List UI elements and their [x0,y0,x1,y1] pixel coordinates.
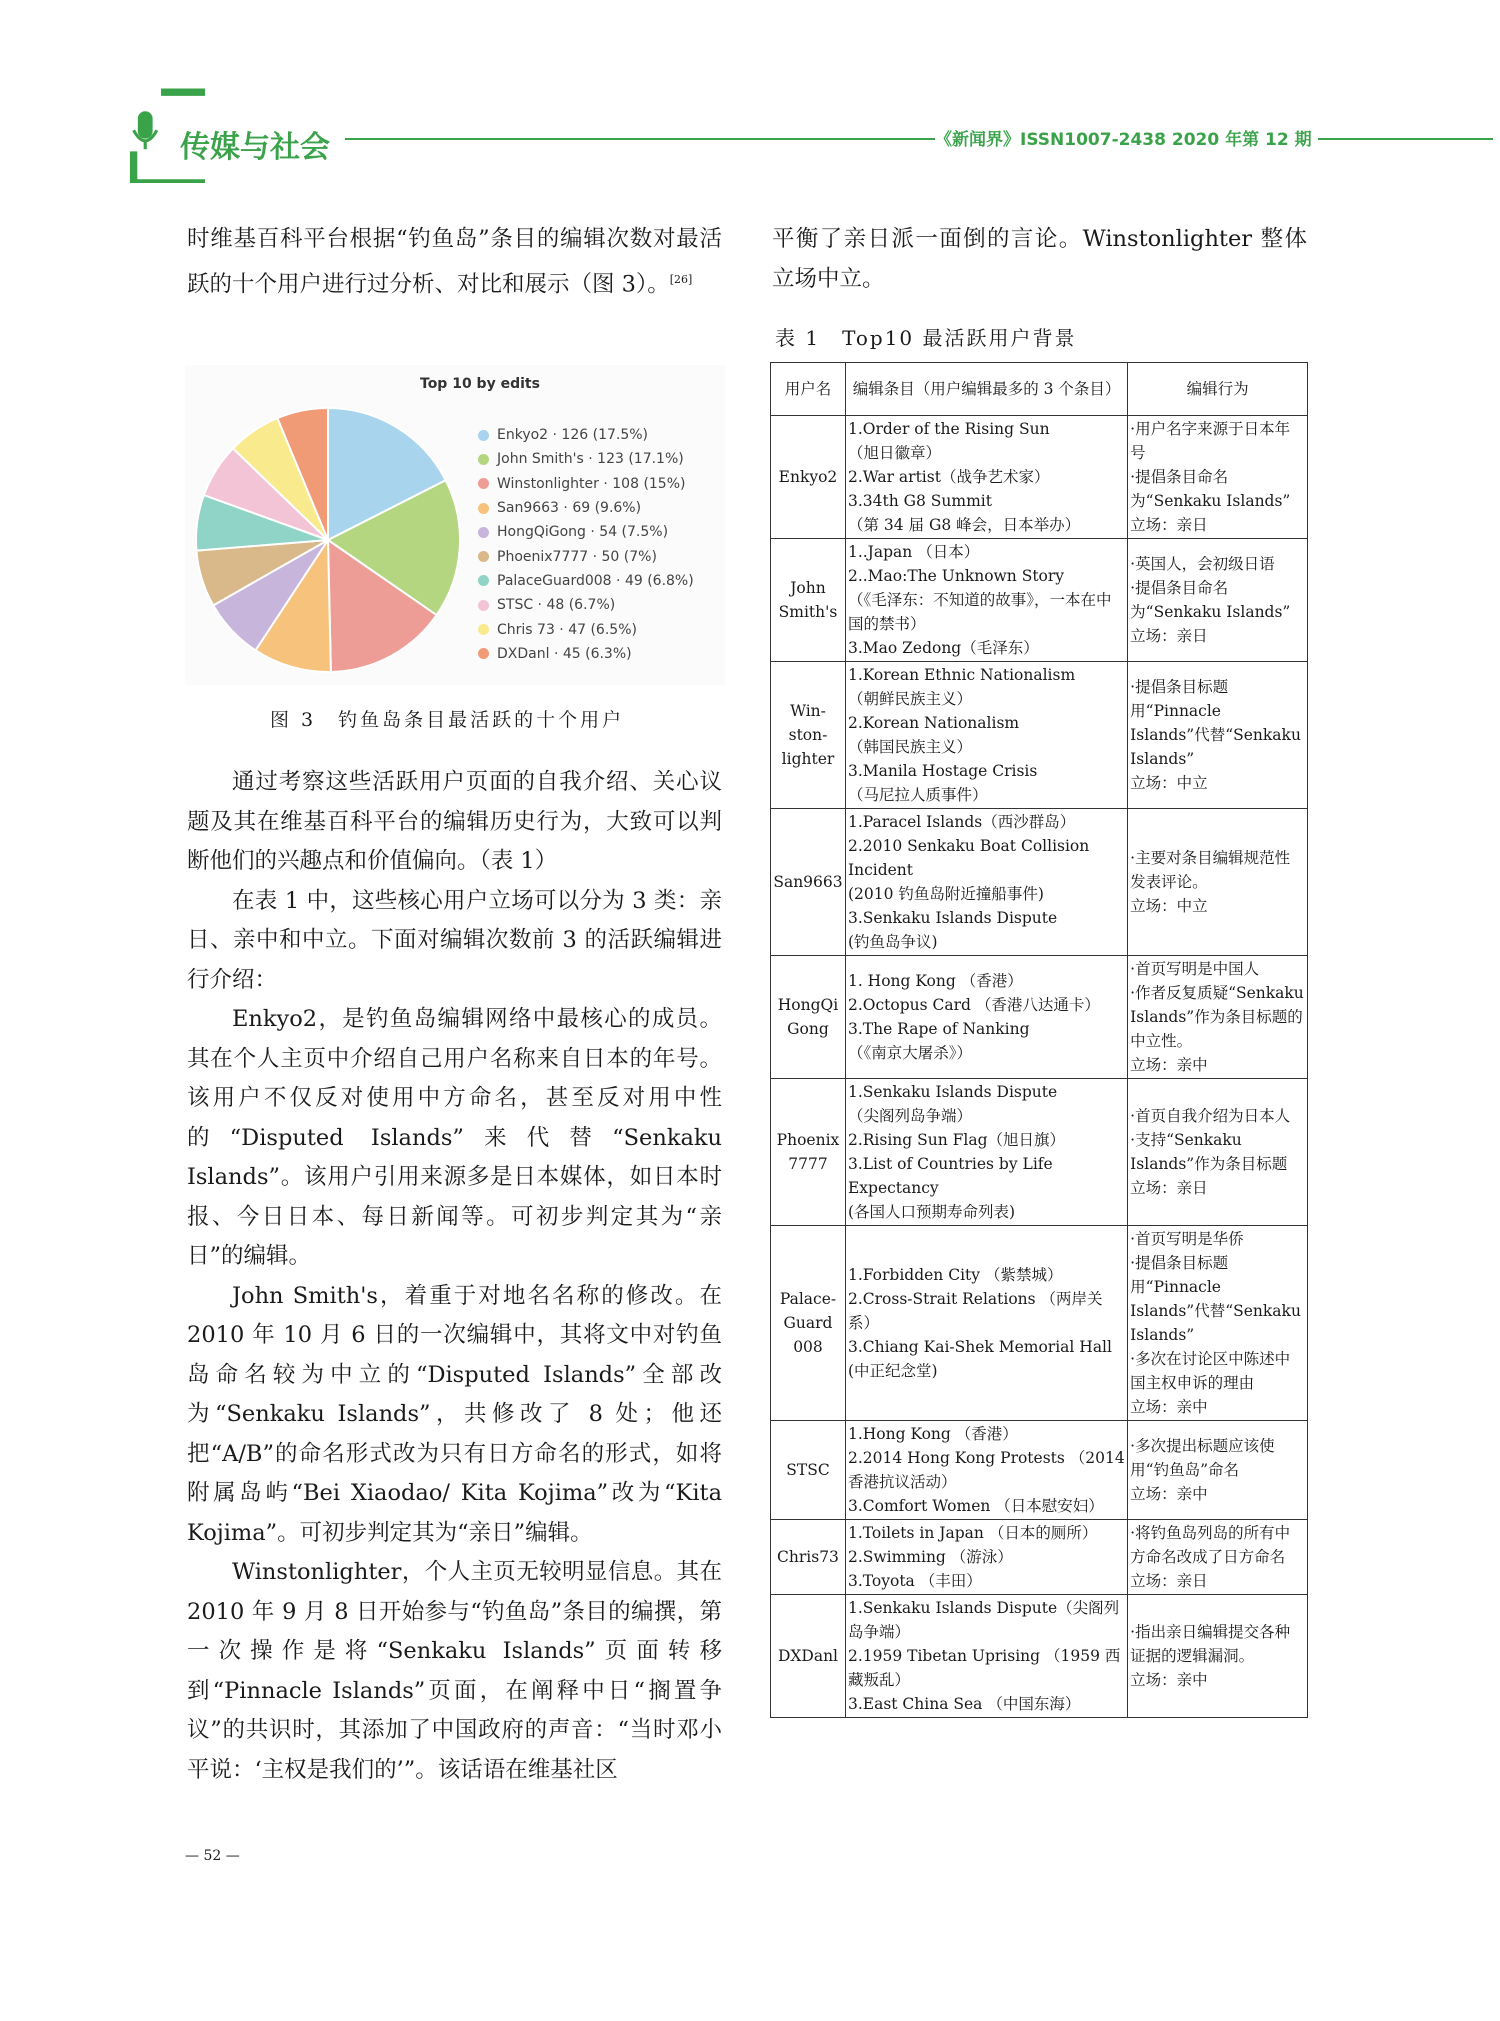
cell-behavior [1128,956,1308,1079]
column-title: 传媒与社会 [180,130,330,165]
legend-item [478,496,694,520]
header-rule-right [1318,138,1493,140]
item-line: 3.East China Sea （中国东海） [847,1695,1081,1713]
legend-label: STSC · 48 (6.7%) [497,597,616,614]
table-row [771,1079,1308,1226]
legend-label: Winstonlighter · 108 (15%) [497,475,686,492]
behavior-line: ·提倡条目命名为“Senkaku Islands” [1130,579,1291,621]
cell-user: San9663 [771,809,846,956]
legend-dot-icon [478,648,489,659]
table-caption: 表 1 Top10 最活跃用户背景 [775,326,1077,350]
item-line: 3.Chiang Kai-Shek Memorial Hall [847,1338,1112,1356]
paragraph: 平衡了亲日派一面倒的言论。Winstonlighter 整体立场中立。 [772,226,1307,292]
cell-user: DXDanl [771,1595,846,1718]
paragraph: John Smith's，着重于对地名名称的修改。在 2010 年 10 月 6 日的一次编辑中，其将文中对钓鱼岛命名较为中立的“Disputed Islands”全部改为“Senkaku Islands”，共修改了 8 处；他还把“A/B”的命名形式改为只有日方命名的形式，如将附属岛屿“Bei Xiaodao/ Kita Kojima”改为“Kita Kojima”。可初步判定其为“亲日”编辑。 [187,1282,722,1546]
paragraph: Winstonlighter，个人主页无较明显信息。其在 2010 年 9 月 8 日开始参与“钓鱼岛”条目的编撰，第一次操作是将“Senkaku Islands”页面转移到“Pinnacle Islands”页面，在阐释中日“搁置争议”的共识时，其添加了中国政府的声音：“当时邓小平说：‘主权是我们的’”。该话语在维基社区 [187,1559,722,1783]
behavior-line: ·指出亲日编辑提交各种证据的逻辑漏洞。 [1130,1623,1291,1665]
legend-label: DXDanl · 45 (6.3%) [497,645,632,662]
behavior-line: 立场：亲中 [1130,1056,1208,1074]
cell-behavior [1128,1520,1308,1595]
behavior-line: 立场：亲日 [1130,516,1208,534]
item-line: 3.The Rape of Nanking [847,1020,1030,1038]
item-line: (中正纪念堂) [847,1362,938,1380]
behavior-line: 立场：亲中 [1130,1671,1208,1689]
item-line: 3.Comfort Women （日本慰安妇） [847,1497,1104,1515]
table-row [771,1421,1308,1520]
item-line: （韩国民族主义） [847,738,972,756]
item-line: 1.Forbidden City （紫禁城） [847,1266,1063,1284]
behavior-line: ·首页写明是华侨 [1130,1230,1244,1248]
behavior-line: ·主要对条目编辑规范性发表评论。 [1130,849,1291,891]
chart-legend [478,423,694,666]
item-line: 1.Hong Kong （香港） [847,1425,1018,1443]
cell-items [845,1421,1127,1520]
behavior-line: ·首页写明是中国人 [1130,960,1260,978]
item-line: (各国人口预期寿命列表) [847,1203,1016,1221]
cell-behavior [1128,1226,1308,1421]
item-line: （《南京大屠杀》） [847,1044,972,1062]
item-line: 1..Japan （日本） [847,543,980,561]
legend-label: John Smith's · 123 (17.1%) [497,451,684,468]
behavior-line: 立场：中立 [1130,897,1208,915]
item-line: 3.Manila Hostage Crisis [847,762,1038,780]
behavior-line: 立场：亲中 [1130,1485,1208,1503]
item-line: (钓鱼岛争议) [847,933,938,951]
reference-mark: [26] [669,272,693,286]
legend-item [478,593,694,617]
paragraph: 在表 1 中，这些核心用户立场可以分为 3 类：亲日、亲中和中立。下面对编辑次数前 3 的活跃编辑进行介绍： [187,887,722,993]
behavior-line: 立场：亲日 [1130,1179,1208,1197]
behavior-line: 立场：亲中 [1130,1398,1208,1416]
header-behavior: 编辑行为 [1128,363,1308,416]
table-row [771,1595,1308,1718]
legend-item [478,544,694,568]
legend-dot-icon [478,478,489,489]
intro-text: 时维基百科平台根据“钓鱼岛”条目的编辑次数对最活跃的十个用户进行过分析、对比和展示（图 3）。 [187,226,722,297]
legend-item [478,447,694,471]
item-line: 1.Paracel Islands（西沙群岛） [847,813,1076,831]
cell-items [845,539,1127,662]
table-row [771,1520,1308,1595]
behavior-line: ·多次提出标题应该使用“钓鱼岛”命名 [1130,1437,1275,1479]
left-column-body [187,763,722,1790]
cell-user: Palace-Guard 008 [771,1226,846,1421]
item-line: 2..Mao:The Unknown Story [847,567,1065,585]
item-line: （马尼拉人质事件） [847,786,988,804]
legend-label: Enkyo2 · 126 (17.5%) [497,427,649,444]
item-line: 1.Senkaku Islands Dispute [847,1083,1058,1101]
figure-caption: 图 3 钓鱼岛条目最活跃的十个用户 [270,709,625,731]
item-line: 2.1959 Tibetan Uprising （1959 西藏叛乱） [847,1647,1121,1689]
item-line: 1.Order of the Rising Sun [847,420,1050,438]
cell-items [845,956,1127,1079]
item-line: 2.2010 Senkaku Boat Collision Incident [847,837,1090,879]
header-rule-left [345,138,935,140]
cell-behavior [1128,416,1308,539]
cell-user: Win-ston-lighter [771,662,846,809]
pie-chart [188,400,468,680]
cell-items [845,1520,1127,1595]
behavior-line: ·提倡条目标题用“Pinnacle Islands”代替“Senkaku Islands” [1130,1254,1301,1344]
legend-item [478,617,694,641]
item-line: 3.34th G8 Summit [847,492,992,510]
cell-user: Chris73 [771,1520,846,1595]
item-line: 1. Hong Kong （香港） [847,972,1023,990]
legend-item [478,520,694,544]
item-line: 2.Cross-Strait Relations （两岸关系） [847,1290,1103,1332]
item-line: 2.Rising Sun Flag（旭日旗） [847,1131,1066,1149]
item-line: 3.Senkaku Islands Dispute [847,909,1058,927]
cell-behavior [1128,662,1308,809]
paragraph: 通过考察这些活跃用户页面的自我介绍、关心议题及其在维基百科平台的编辑历史行为，大致可以判断他们的兴趣点和价值偏向。（表 1） [187,769,722,874]
table-row [771,1226,1308,1421]
legend-dot-icon [478,575,489,586]
page-number: — 52 — [185,1848,240,1864]
legend-dot-icon [478,551,489,562]
paragraph: Enkyo2，是钓鱼岛编辑网络中最核心的成员。其在个人主页中介绍自己用户名称来自日本的年号。该用户不仅反对使用中方命名，甚至反对用中性的“Disputed Islands”来代替“Senkaku Islands”。该用户引用来源多是日本媒体，如日本时报、今日日本、每日新闻等。可初步判定其为“亲日”的编辑。 [187,1006,722,1269]
item-line: 3.Mao Zedong（毛泽东） [847,639,1039,657]
behavior-line: ·首页自我介绍为日本人 [1130,1107,1291,1125]
item-line: （第 34 届 G8 峰会，日本举办） [847,516,1081,534]
table-row [771,956,1308,1079]
behavior-line: ·作者反复质疑“Senkaku Islands”作为条目标题的中立性。 [1130,984,1304,1050]
legend-label: PalaceGuard008 · 49 (6.8%) [497,572,694,589]
cell-user: John Smith's [771,539,846,662]
item-line: （旭日徽章） [847,444,941,462]
cell-items [845,1079,1127,1226]
item-line: 2.Octopus Card （香港八达通卡） [847,996,1100,1014]
cell-user: Phoenix 7777 [771,1079,846,1226]
behavior-line: ·多次在讨论区中陈述中国主权申诉的理由 [1130,1350,1291,1392]
behavior-line: ·提倡条目标题用“Pinnacle Islands”代替“Senkaku Islands” [1130,678,1301,768]
item-line: （朝鲜民族主义） [847,690,972,708]
cell-behavior [1128,1595,1308,1718]
item-line: (2010 钓鱼岛附近撞船事件) [847,885,1044,903]
cell-behavior [1128,809,1308,956]
users-table [770,362,1308,1718]
item-line: 2.Korean Nationalism [847,714,1020,732]
table-row [771,416,1308,539]
item-line: 2.Swimming （游泳） [847,1548,1013,1566]
header-user: 用户名 [771,363,846,416]
legend-dot-icon [478,600,489,611]
cell-user: Enkyo2 [771,416,846,539]
cell-behavior [1128,1421,1308,1520]
legend-item [478,642,694,666]
right-column-intro [772,220,1307,299]
legend-dot-icon [478,624,489,635]
table-row [771,809,1308,956]
item-line: 1.Korean Ethnic Nationalism [847,666,1076,684]
legend-dot-icon [478,503,489,514]
legend-label: San9663 · 69 (9.6%) [497,500,642,517]
cell-behavior [1128,1079,1308,1226]
cell-items [845,1226,1127,1421]
item-line: 2.War artist（战争艺术家） [847,468,1050,486]
cell-items [845,416,1127,539]
legend-dot-icon [478,454,489,465]
behavior-line: ·将钓鱼岛列岛的所有中方命名改成了日方命名 [1130,1524,1291,1566]
cell-items [845,809,1127,956]
cell-items [845,662,1127,809]
cell-user: HongQi Gong [771,956,846,1079]
cell-items [845,1595,1127,1718]
item-line: 2.2014 Hong Kong Protests （2014 香港抗议活动） [847,1449,1125,1491]
behavior-line: ·提倡条目命名为“Senkaku Islands” [1130,468,1291,510]
legend-item [478,472,694,496]
legend-label: HongQiGong · 54 (7.5%) [497,524,669,541]
legend-item [478,569,694,593]
legend-item [478,423,694,447]
item-line: （《毛泽东：不知道的故事》，一本在中国的禁书） [847,591,1112,633]
issue-info: 《新闻界》ISSN1007-2438 2020 年第 12 期 [935,130,1312,150]
legend-label: Phoenix7777 · 50 (7%) [497,548,657,565]
behavior-line: ·支持“Senkaku Islands”作为条目标题 [1130,1131,1288,1173]
legend-label: Chris 73 · 47 (6.5%) [497,621,637,638]
chart-title: Top 10 by edits [420,376,540,392]
item-line: 3.List of Countries by Life Expectancy [847,1155,1053,1197]
legend-dot-icon [478,527,489,538]
behavior-line: 立场：中立 [1130,774,1208,792]
behavior-line: ·用户名字来源于日本年号 [1130,420,1291,462]
legend-dot-icon [478,430,489,441]
behavior-line: 立场：亲日 [1130,627,1208,645]
table-row [771,662,1308,809]
behavior-line: ·英国人，会初级日语 [1130,555,1275,573]
table-row [771,539,1308,662]
cell-user: STSC [771,1421,846,1520]
item-line: 1.Senkaku Islands Dispute（尖阁列岛争端） [847,1599,1120,1641]
left-column-intro [187,220,722,305]
item-line: 1.Toilets in Japan （日本的厕所） [847,1524,1098,1542]
item-line: （尖阁列岛争端） [847,1107,972,1125]
header-items: 编辑条目（用户编辑最多的 3 个条目） [845,363,1127,416]
table-header-row [771,363,1308,416]
cell-behavior [1128,539,1308,662]
item-line: 3.Toyota （丰田） [847,1572,982,1590]
behavior-line: 立场：亲日 [1130,1572,1208,1590]
